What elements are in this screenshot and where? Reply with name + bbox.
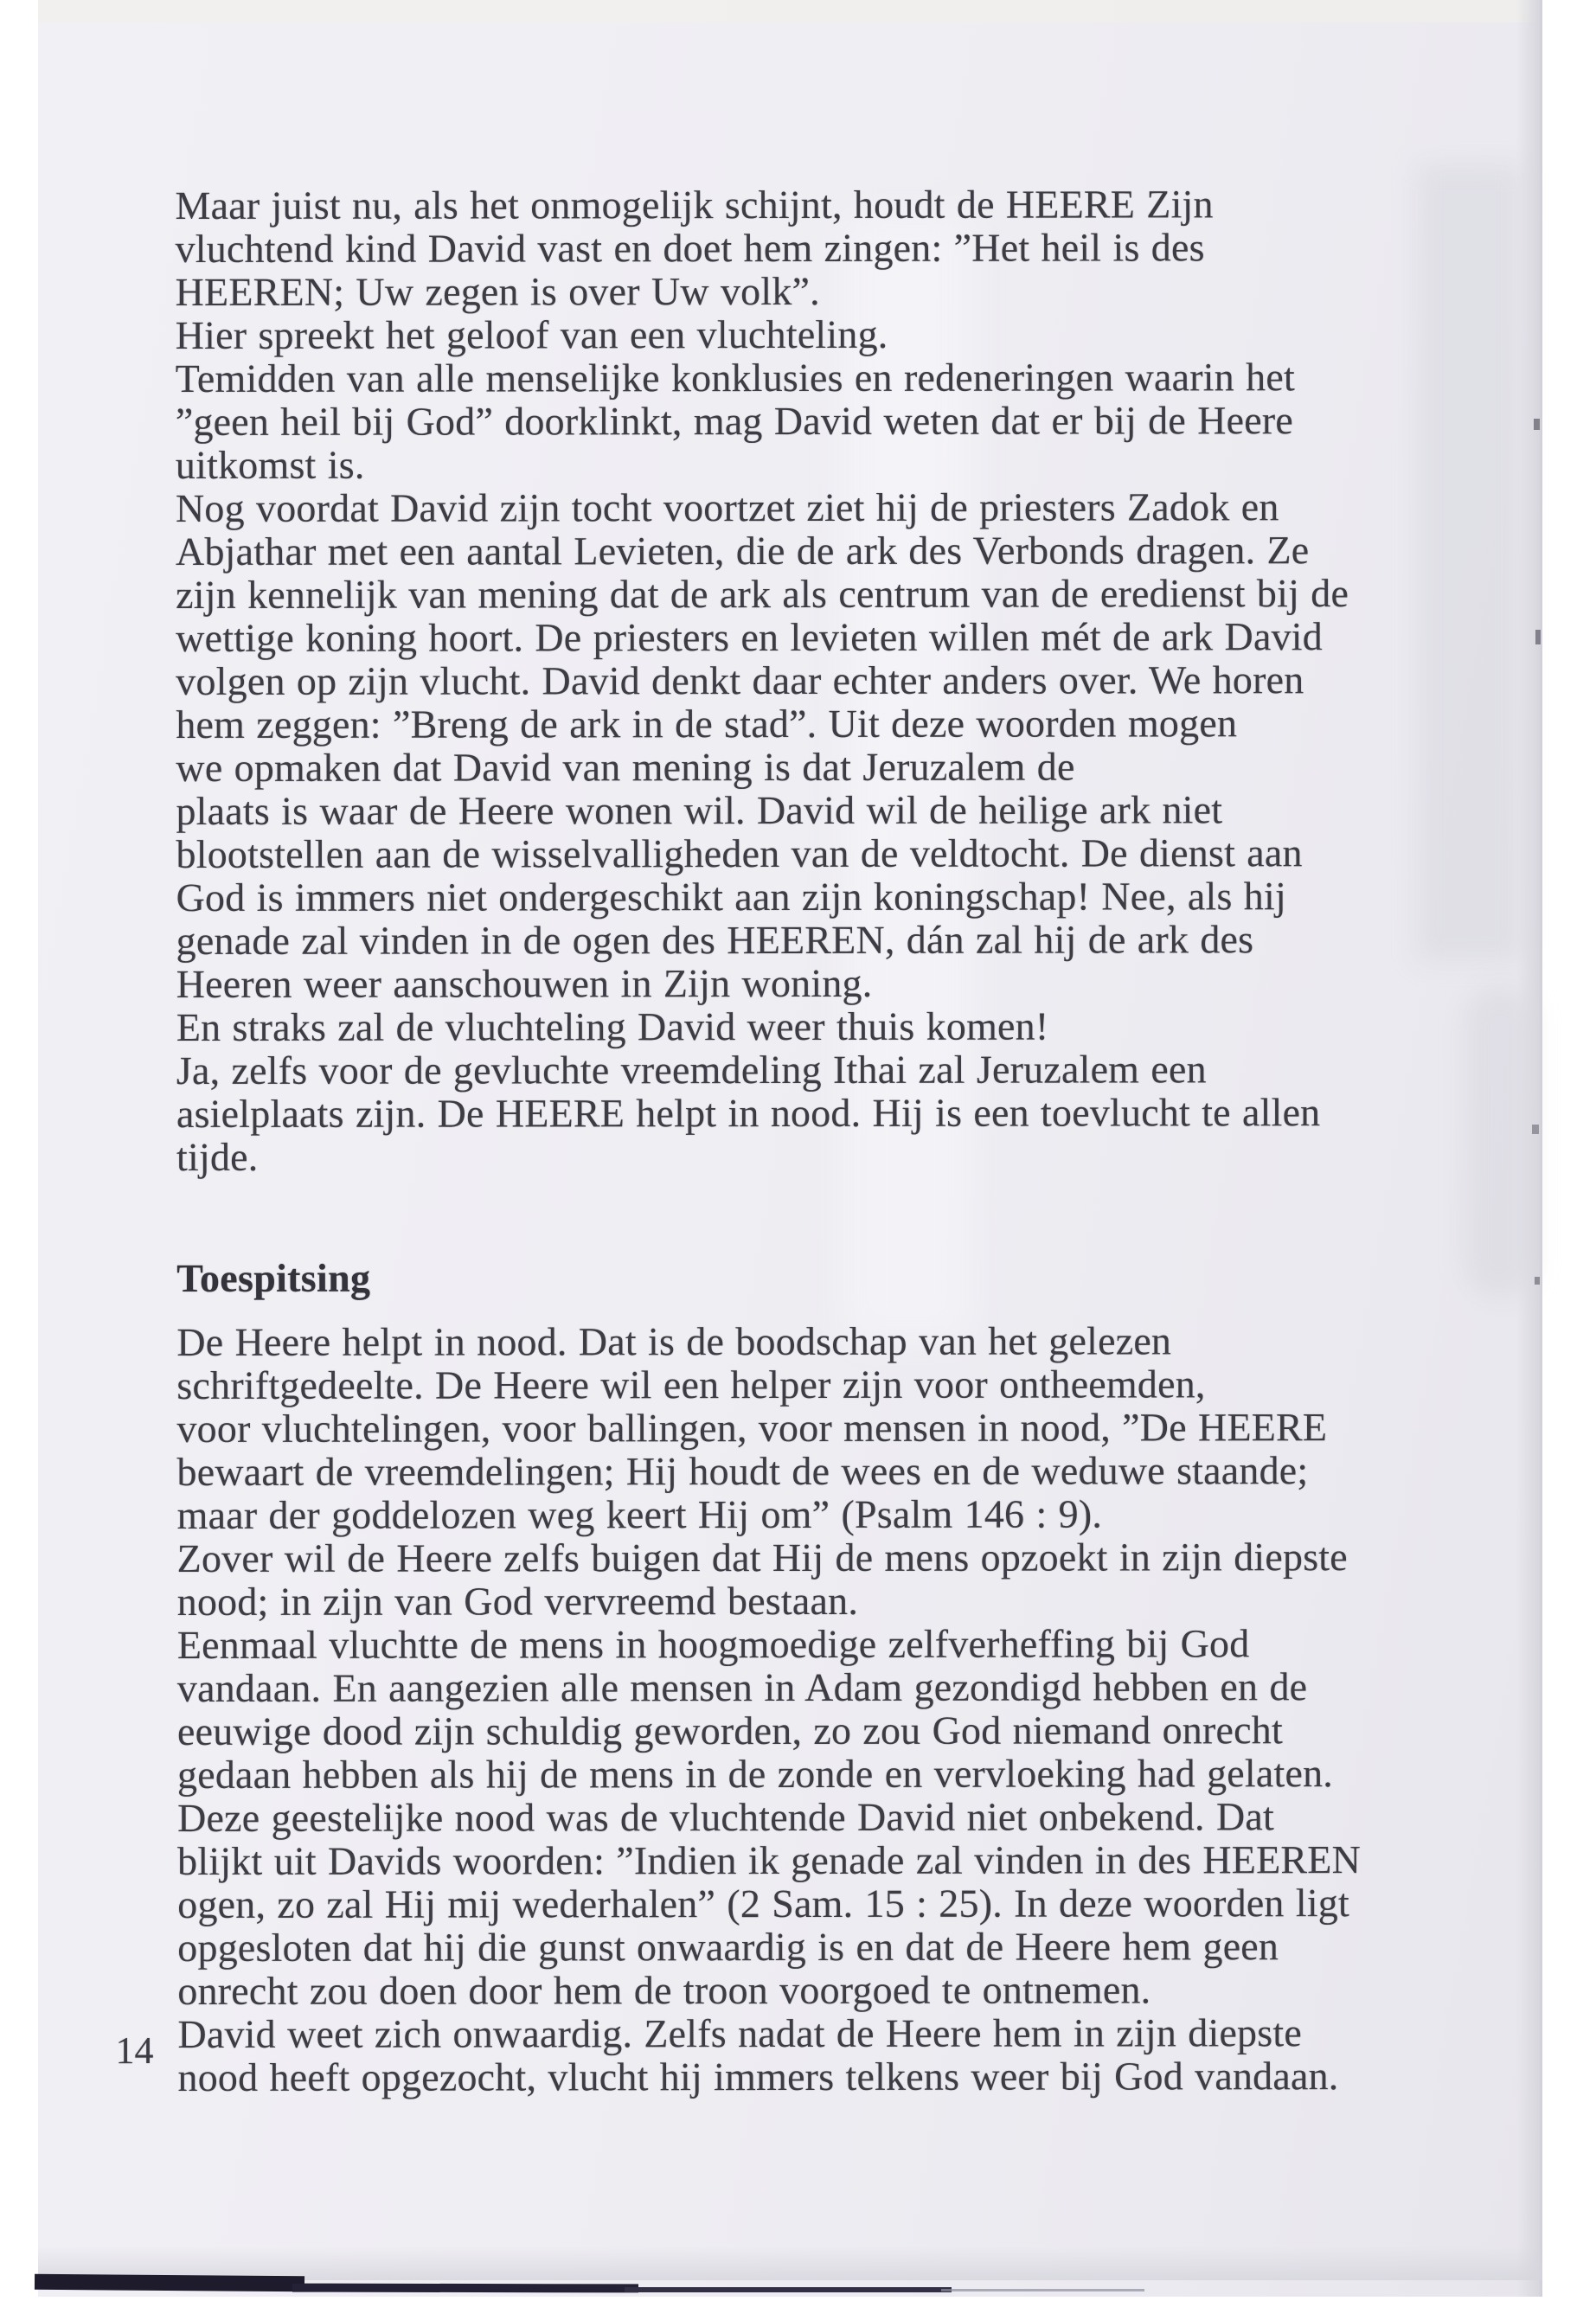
- text-line: bewaart de vreemdelingen; Hij houdt de wees en de weduwe staande;: [176, 1448, 1309, 1494]
- text-line: ogen, zo zal Hij mij wederhalen” (2 Sam. 15 : 25). In deze woorden ligt: [177, 1881, 1350, 1926]
- text-line: Nog voordat David zijn tocht voortzet ziet hij de priesters Zadok en: [175, 484, 1279, 530]
- text-line: plaats is waar de Heere wonen wil. David wil de heilige ark niet: [176, 787, 1223, 833]
- text-line: De Heere helpt in nood. Dat is de boodschap van het gelezen: [176, 1318, 1172, 1364]
- text-line: David weet zich onwaardig. Zelfs nadat de Heere hem in zijn diepste: [177, 2010, 1302, 2056]
- text-line: genade zal vinden in de ogen des HEEREN, dán zal hij de ark des: [176, 917, 1254, 963]
- scanned-book-page: [38, 0, 1542, 2297]
- text-line: uitkomst is.: [175, 442, 365, 487]
- text-line: opgesloten dat hij die gunst onwaardig is en dat de Heere hem geen: [177, 1924, 1279, 1970]
- page-bottom-edge-shadow: [625, 2287, 952, 2292]
- text-line: nood; in zijn van God vervreemd bestaan.: [176, 1578, 859, 1624]
- page-text-layer: [36, 0, 1544, 2298]
- text-line: blootstellen aan de wisselvalligheden van de veldtocht. De dienst aan: [176, 830, 1303, 876]
- text-line: tijde.: [176, 1134, 259, 1179]
- text-line: maar der goddelozen weg keert Hij om” (Psalm 146 : 9).: [176, 1491, 1103, 1537]
- page-bottom-edge-shadow: [292, 2284, 638, 2293]
- text-line: Heeren weer aanschouwen in Zijn woning.: [176, 960, 873, 1006]
- text-line: zijn kennelijk van mening dat de ark als centrum van de eredienst bij de: [176, 571, 1349, 617]
- text-line: volgen op zijn vlucht. David denkt daar echter anders over. We horen: [176, 657, 1304, 703]
- text-line: Maar juist nu, als het onmogelijk schijnt, houdt de HEERE Zijn: [175, 182, 1214, 228]
- page-bottom-edge-shadow: [941, 2289, 1144, 2291]
- page-number: 14: [115, 2029, 154, 2073]
- text-line: Hier spreekt het geloof van een vluchteling.: [175, 311, 888, 357]
- text-line: wettige koning hoort. De priesters en levieten willen mét de ark David: [176, 614, 1323, 660]
- text-line: Eenmaal vluchtte de mens in hoogmoedige zelfverheffing bij God: [176, 1621, 1250, 1667]
- text-line: hem zeggen: ”Breng de ark in de stad”. Uit deze woorden mogen: [176, 701, 1238, 747]
- page-bottom-edge-shadow: [35, 2274, 304, 2291]
- text-line: gedaan hebben als hij de mens in de zonde en vervloeking had gelaten.: [176, 1751, 1333, 1797]
- text-line: Abjathar met een aantal Levieten, die de ark des Verbonds dragen. Ze: [176, 528, 1310, 574]
- text-line: God is immers niet ondergeschikt aan zijn koningschap! Nee, als hij: [176, 874, 1286, 920]
- text-line: we opmaken dat David van mening is dat Jeruzalem de: [176, 744, 1075, 790]
- text-line: vandaan. En aangezien alle mensen in Adam gezondigd hebben en de: [176, 1664, 1308, 1710]
- text-line: vluchtend kind David vast en doet hem zingen: ”Het heil is des: [175, 225, 1205, 271]
- text-line: HEEREN; Uw zegen is over Uw volk”.: [175, 268, 820, 314]
- paragraph-2: [176, 1319, 1361, 2099]
- text-line: ”geen heil bij God” doorklinkt, mag David weten dat er bij de Heere: [175, 398, 1294, 444]
- text-line: onrecht zou doen door hem de troon voorgoed te ontnemen.: [177, 1967, 1151, 2013]
- text-line: Deze geestelijke nood was de vluchtende David niet onbekend. Dat: [177, 1794, 1274, 1840]
- text-line: asielplaats zijn. De HEERE helpt in nood. Hij is een toevlucht te allen: [176, 1090, 1321, 1136]
- paragraph-1: [175, 183, 1349, 1179]
- text-line: Ja, zelfs voor de gevluchte vreemdeling Ithai zal Jeruzalem een: [176, 1047, 1207, 1093]
- text-line: voor vluchtelingen, voor ballingen, voor mensen in nood, ”De HEERE: [176, 1405, 1328, 1451]
- text-line: blijkt uit Davids woorden: ”Indien ik genade zal vinden in des HEEREN: [177, 1837, 1362, 1883]
- text-line: Zover wil de Heere zelfs buigen dat Hij de mens opzoekt in zijn diepste: [176, 1535, 1348, 1580]
- text-line: Temidden van alle menselijke konklusies en redeneringen waarin het: [175, 355, 1295, 401]
- text-line: nood heeft opgezocht, vlucht hij immers telkens weer bij God vandaan.: [177, 2054, 1339, 2099]
- section-heading: Toespitsing: [176, 1255, 371, 1300]
- text-line: En straks zal de vluchteling David weer thuis komen!: [176, 1003, 1049, 1049]
- text-line: schriftgedeelte. De Heere wil een helper zijn voor ontheemden,: [176, 1362, 1206, 1407]
- text-line: eeuwige dood zijn schuldig geworden, zo zou God niemand onrecht: [176, 1708, 1283, 1753]
